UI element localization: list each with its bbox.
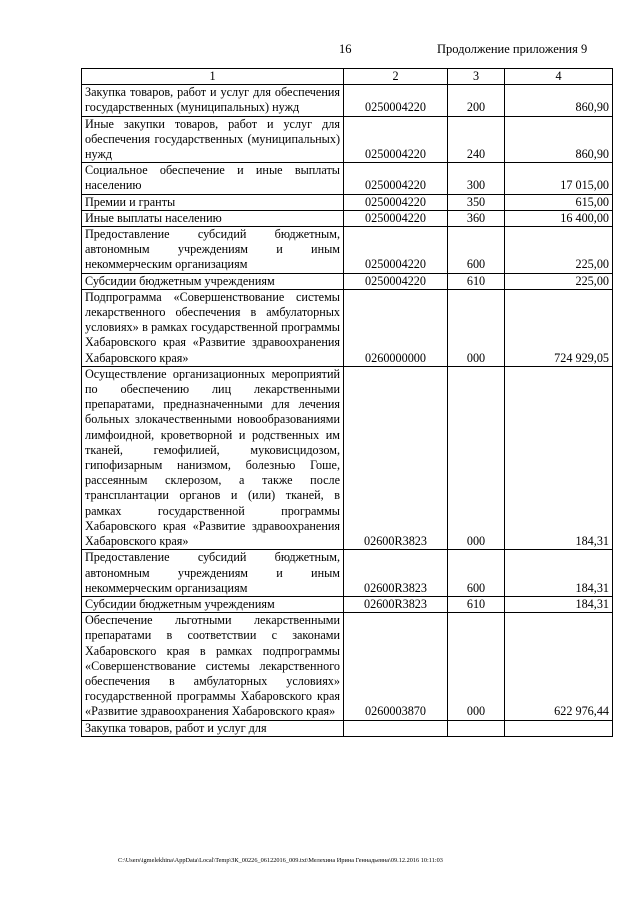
continuation-note: Продолжение приложения 9 xyxy=(437,42,588,56)
row-amount: 184,31 xyxy=(505,596,613,612)
table-row xyxy=(82,366,613,549)
row-amount: 615,00 xyxy=(505,194,613,210)
row-name: Предоставление субсидий бюджетным, автономным учреждениям и иным некоммерческим организациям xyxy=(82,227,344,274)
table-row xyxy=(82,720,613,736)
row-amount: 225,00 xyxy=(505,273,613,289)
table-row xyxy=(82,550,613,597)
page-number: 16 xyxy=(339,42,352,56)
row-name: Подпрограмма «Совершенствование системы лекарственного обеспечения в амбулаторных условиях» в рамках государственной программы Хабаровского края «Развитие здравоохранения Хабаровского края» xyxy=(82,289,344,366)
row-name: Осуществление организационных мероприятий по обеспечению лиц лекарственными препаратами, предназначенными для лечения больных злокачественными новообразованиями лимфоидной, кроветворной и родственных им тканей, гемофилией, муковисцидозом, гипофизарным нанизмом, болезнью Гоше, рассеянным склерозом, а также после трансплантации органов и (или) тканей, в рамках государственной программы Хабаровского края «Развитие здравоохранения Хабаровского края» xyxy=(82,366,344,549)
table-row xyxy=(82,116,613,163)
row-name: Премии и гранты xyxy=(82,194,344,210)
row-name: Предоставление субсидий бюджетным, автономным учреждениям и иным некоммерческим организациям xyxy=(82,550,344,597)
row-amount: 16 400,00 xyxy=(505,210,613,226)
budget-table xyxy=(81,68,613,737)
row-amount: 17 015,00 xyxy=(505,163,613,194)
table-header-row xyxy=(82,69,613,85)
table-row xyxy=(82,163,613,194)
table-row xyxy=(82,596,613,612)
row-name: Иные закупки товаров, работ и услуг для обеспечения государственных (муниципальных) нужд xyxy=(82,116,344,163)
row-amount: 622 976,44 xyxy=(505,613,613,720)
row-type: 000 xyxy=(448,289,505,366)
row-amount: 724 929,05 xyxy=(505,289,613,366)
column-header: 1 xyxy=(82,69,344,85)
row-type: 600 xyxy=(448,550,505,597)
row-code: 0260003870 xyxy=(344,613,448,720)
table-row xyxy=(82,227,613,274)
row-name: Субсидии бюджетным учреждениям xyxy=(82,596,344,612)
table-row xyxy=(82,289,613,366)
row-amount: 184,31 xyxy=(505,366,613,549)
row-type: 000 xyxy=(448,366,505,549)
row-name: Иные выплаты населению xyxy=(82,210,344,226)
row-name: Социальное обеспечение и иные выплаты населению xyxy=(82,163,344,194)
table-row xyxy=(82,613,613,720)
row-type: 000 xyxy=(448,613,505,720)
file-path-footer: C:\Users\igmelekhina\AppData\Local\Temp\ЗК_00226_06122016_009.txt\Мелехина Ирина Геннадьевна\09.12.2016 10:11:03 xyxy=(118,857,443,864)
row-amount: 860,90 xyxy=(505,116,613,163)
row-amount xyxy=(505,720,613,736)
row-code: 0250004220 xyxy=(344,194,448,210)
row-name: Субсидии бюджетным учреждениям xyxy=(82,273,344,289)
column-header: 4 xyxy=(505,69,613,85)
row-amount: 860,90 xyxy=(505,85,613,116)
row-type: 300 xyxy=(448,163,505,194)
row-type: 600 xyxy=(448,227,505,274)
row-type: 610 xyxy=(448,273,505,289)
row-code: 0250004220 xyxy=(344,163,448,194)
table-row xyxy=(82,85,613,116)
row-code: 0260000000 xyxy=(344,289,448,366)
table-row xyxy=(82,210,613,226)
table-row xyxy=(82,194,613,210)
row-code: 0250004220 xyxy=(344,227,448,274)
row-amount: 225,00 xyxy=(505,227,613,274)
column-header: 2 xyxy=(344,69,448,85)
row-name: Закупка товаров, работ и услуг для обеспечения государственных (муниципальных) нужд xyxy=(82,85,344,116)
row-code: 0250004220 xyxy=(344,273,448,289)
row-code: 02600R3823 xyxy=(344,550,448,597)
row-type xyxy=(448,720,505,736)
row-type: 240 xyxy=(448,116,505,163)
row-type: 360 xyxy=(448,210,505,226)
row-code: 02600R3823 xyxy=(344,366,448,549)
row-code: 0250004220 xyxy=(344,116,448,163)
row-type: 350 xyxy=(448,194,505,210)
row-code xyxy=(344,720,448,736)
column-header: 3 xyxy=(448,69,505,85)
row-type: 610 xyxy=(448,596,505,612)
row-code: 02600R3823 xyxy=(344,596,448,612)
row-code: 0250004220 xyxy=(344,85,448,116)
row-amount: 184,31 xyxy=(505,550,613,597)
row-name: Закупка товаров, работ и услуг для xyxy=(82,720,344,736)
row-type: 200 xyxy=(448,85,505,116)
row-code: 0250004220 xyxy=(344,210,448,226)
row-name: Обеспечение льготными лекарственными препаратами в соответствии с законами Хабаровского края в рамках подпрограммы «Совершенствование системы лекарственного обеспечения в амбулаторных условиях» государственной программы Хабаровского края «Развитие здравоохранения Хабаровского края» xyxy=(82,613,344,720)
table-row xyxy=(82,273,613,289)
